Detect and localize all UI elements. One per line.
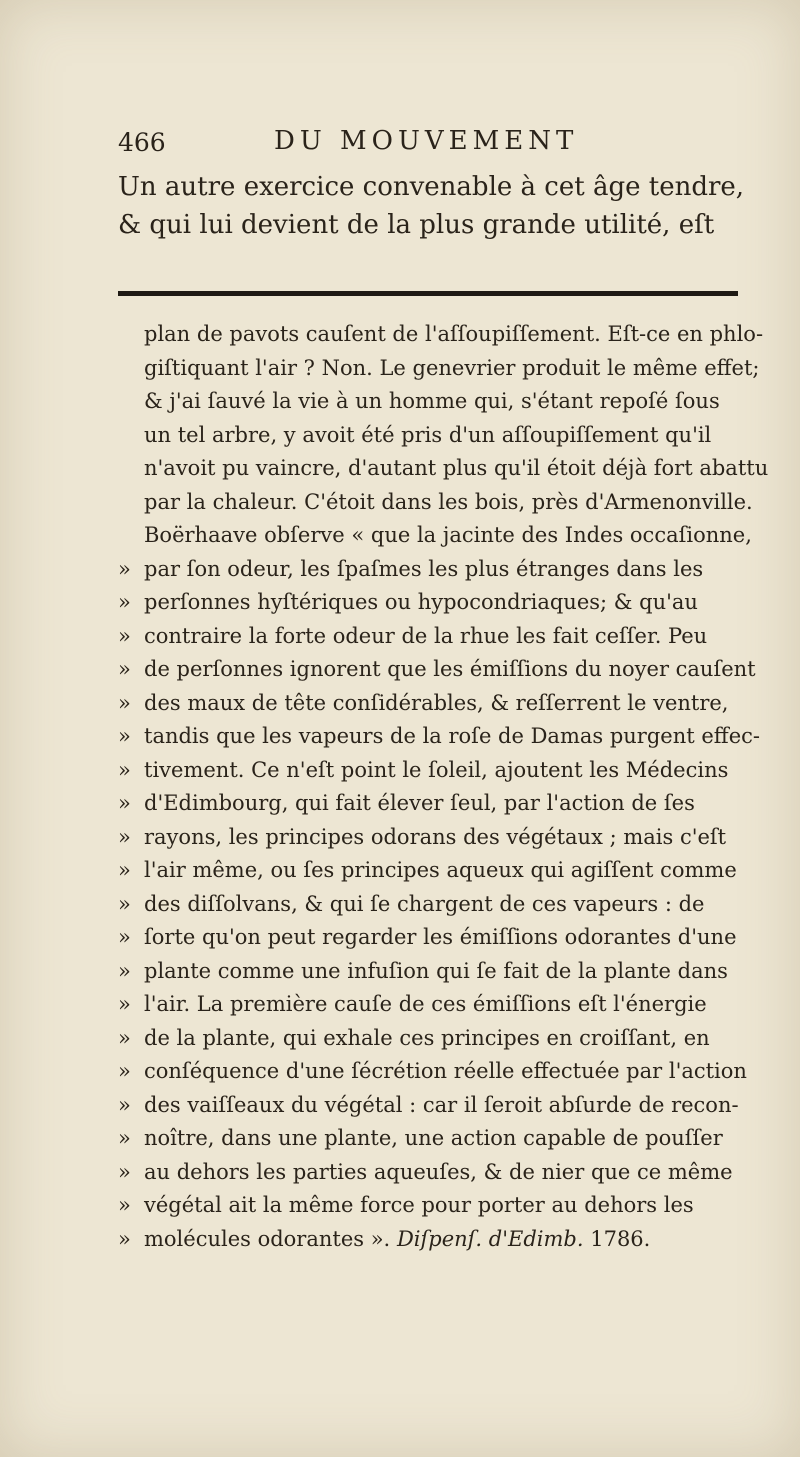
text-line [118, 921, 758, 955]
quote-mark: » [118, 1059, 131, 1083]
running-head: DU MOUVEMENT [274, 126, 579, 156]
quote-mark: » [118, 791, 131, 815]
line-text: tivement. Ce n'eſt point le ſoleil, ajoutent les Médecins [144, 757, 729, 782]
line-text: giſtiquant l'air ? Non. Le genevrier produit le même effet; [144, 355, 760, 380]
text-line [118, 352, 758, 386]
quote-mark: » [118, 858, 131, 882]
text-line [118, 955, 758, 989]
quote-mark: » [118, 590, 131, 614]
line-text: molécules odorantes ». [144, 1226, 391, 1251]
line-text: n'avoit pu vaincre, d'autant plus qu'il étoit déjà fort abattu [144, 456, 769, 480]
quote-mark: » [118, 1159, 131, 1184]
line-text: Boërhaave obſerve « que la jacinte des Indes occaſionne, [144, 523, 752, 547]
text-line [118, 988, 758, 1022]
line-text: noître, dans une plante, une action capable de pouſſer [144, 1126, 723, 1150]
text-line [118, 1189, 758, 1223]
quote-mark: » [118, 690, 131, 715]
line-text: rayons, les principes odorans des végétaux ; mais c'eſt [144, 824, 727, 849]
text-line [118, 419, 758, 453]
text-line [118, 888, 758, 922]
quote-mark: » [118, 724, 131, 748]
line-text: de la plante, qui exhale ces principes en croiſſant, en [144, 1025, 710, 1050]
quote-mark: » [118, 657, 131, 681]
line-text: plan de pavots cauſent de l'aſſoupiſſement. Eſt-ce en phlo- [144, 322, 764, 346]
text-line [118, 586, 758, 620]
text-line [118, 318, 764, 352]
quote-mark: » [118, 925, 131, 949]
quote-mark: » [118, 992, 131, 1016]
quote-mark: » [118, 824, 131, 849]
line-text: des vaiſſeaux du végétal : car il ſeroit abſurde de recon- [144, 1092, 739, 1117]
body-text-block [118, 318, 769, 1256]
line-text: plante comme une infuſion qui ſe fait de la plante dans [144, 958, 728, 983]
section-divider [118, 291, 738, 296]
page-header [118, 124, 738, 164]
quote-mark: » [118, 891, 131, 916]
quote-mark: » [118, 623, 131, 648]
text-line [118, 1156, 758, 1190]
text-line [118, 687, 758, 721]
quote-mark: » [118, 757, 131, 782]
quote-mark: » [118, 1193, 131, 1217]
line-text: & j'ai ſauvé la vie à un homme qui, s'étant repoſé ſous [144, 389, 720, 413]
text-line [118, 854, 758, 888]
text-line: Un autre exercice convenable à cet âge tendre, [118, 172, 745, 202]
citation-year: 1786. [590, 1226, 651, 1251]
quote-mark: » [118, 556, 131, 581]
line-text: de perſonnes ignorent que les émiſſions du noyer cauſent [144, 657, 756, 681]
line-text: des diſſolvans, & qui ſe chargent de ces vapeurs : de [144, 891, 705, 916]
text-line [118, 553, 758, 587]
top-text-block [118, 168, 758, 244]
line-text: un tel arbre, y avoit été pris d'un aſſoupiſſement qu'il [144, 422, 712, 447]
text-line [118, 519, 758, 553]
quote-mark: » [118, 1092, 131, 1117]
line-text: par ſon odeur, les ſpaſmes les plus étranges dans les [144, 556, 704, 581]
line-text: conſéquence d'une ſécrétion réelle effectuée par l'action [144, 1059, 747, 1083]
text-line [118, 385, 758, 419]
line-text: contraire la forte odeur de la rhue les fait ceſſer. Peu [144, 623, 708, 648]
text-line-last [118, 1223, 758, 1257]
line-text: ſorte qu'on peut regarder les émiſſions odorantes d'une [144, 925, 737, 949]
line-text: par la chaleur. C'étoit dans les bois, près d'Armenonville. [144, 489, 753, 514]
text-line [118, 1089, 758, 1123]
text-line [118, 720, 758, 754]
quote-mark: » [118, 1226, 131, 1251]
text-line [118, 486, 758, 520]
citation: Diſpenſ. d'Edimb. [396, 1226, 584, 1251]
line-text: l'air. La première cauſe de ces émiſſions eſt l'énergie [144, 992, 707, 1016]
line-text: végétal ait la même force pour porter au dehors les [144, 1193, 694, 1217]
line-text: tandis que les vapeurs de la roſe de Damas purgent effec- [144, 724, 760, 748]
text-line [118, 1055, 758, 1089]
text-line [118, 754, 758, 788]
line-text: perſonnes hyſtériques ou hypocondriaques; & qu'au [144, 590, 698, 614]
quote-mark: » [118, 958, 131, 983]
text-line [118, 1022, 758, 1056]
page-number: 466 [118, 128, 166, 157]
quote-mark: » [118, 1025, 131, 1050]
text-line: & qui lui devient de la plus grande utilité, eſt [118, 210, 715, 240]
text-line [118, 821, 758, 855]
text-line [118, 1122, 758, 1156]
text-line [118, 787, 758, 821]
line-text: des maux de tête conſidérables, & reſſerrent le ventre, [144, 690, 729, 715]
text-line [118, 452, 769, 486]
text-line [118, 653, 758, 687]
quote-mark: » [118, 1126, 131, 1150]
line-text: au dehors les parties aqueuſes, & de nier que ce même [144, 1159, 733, 1184]
text-line [118, 620, 758, 654]
line-text: l'air même, ou ſes principes aqueux qui agiſſent comme [144, 858, 737, 882]
line-text: d'Edimbourg, qui fait élever ſeul, par l'action de ſes [144, 791, 695, 815]
